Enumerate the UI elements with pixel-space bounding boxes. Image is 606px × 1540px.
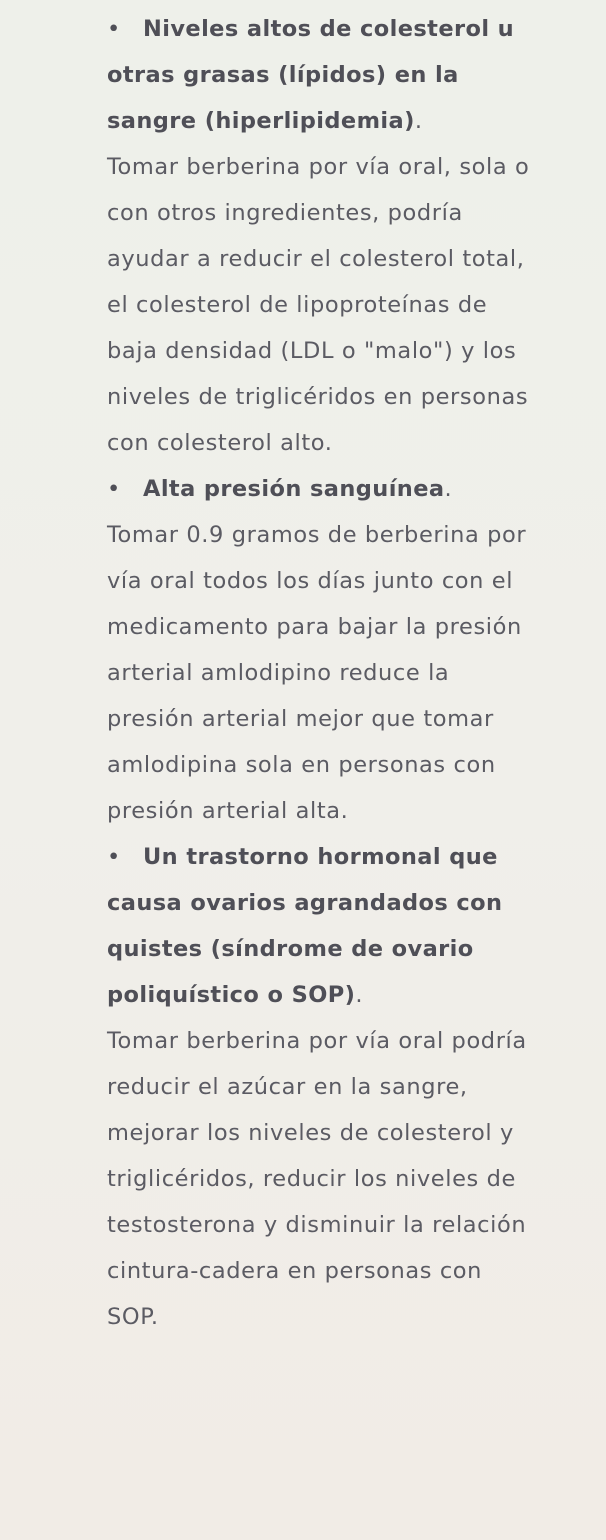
item-heading: Alta presión sanguínea xyxy=(143,476,445,502)
list-item-blood-pressure xyxy=(107,466,539,834)
item-heading: Un trastorno hormonal que causa ovarios agrandados con quistes (síndrome de ovario poliquístico o SOP) xyxy=(107,844,503,1008)
bullet-icon: • xyxy=(107,476,121,502)
heading-punctuation: . xyxy=(444,476,453,502)
item-description: Tomar 0.9 gramos de berberina por vía oral todos los días junto con el medicamento para bajar la presión arterial amlodipino reduce la presión arterial mejor que tomar amlodipina sola en personas con presión arterial alta. xyxy=(107,522,527,824)
item-description: Tomar berberina por vía oral, sola o con otros ingredientes, podría ayudar a reducir el colesterol total, el colesterol de lipoproteínas de baja densidad (LDL o "malo") y los niveles de triglicéridos en personas con colesterol alto. xyxy=(107,154,530,456)
item-description: Tomar berberina por vía oral podría reducir el azúcar en la sangre, mejorar los niveles de colesterol y triglicéridos, reducir los niveles de testosterona y disminuir la relación cintura-cadera en personas con SOP. xyxy=(107,1028,527,1330)
list-item-pcos xyxy=(107,834,539,1340)
heading-punctuation: . xyxy=(355,982,364,1008)
list-item-hyperlipidemia xyxy=(107,6,539,466)
condition-list xyxy=(107,6,539,1340)
item-heading: Niveles altos de colesterol u otras grasas (lípidos) en la sangre (hiperlipidemia) xyxy=(107,16,515,134)
heading-punctuation: . xyxy=(414,108,423,134)
bullet-icon: • xyxy=(107,844,121,870)
bullet-icon: • xyxy=(107,16,121,42)
